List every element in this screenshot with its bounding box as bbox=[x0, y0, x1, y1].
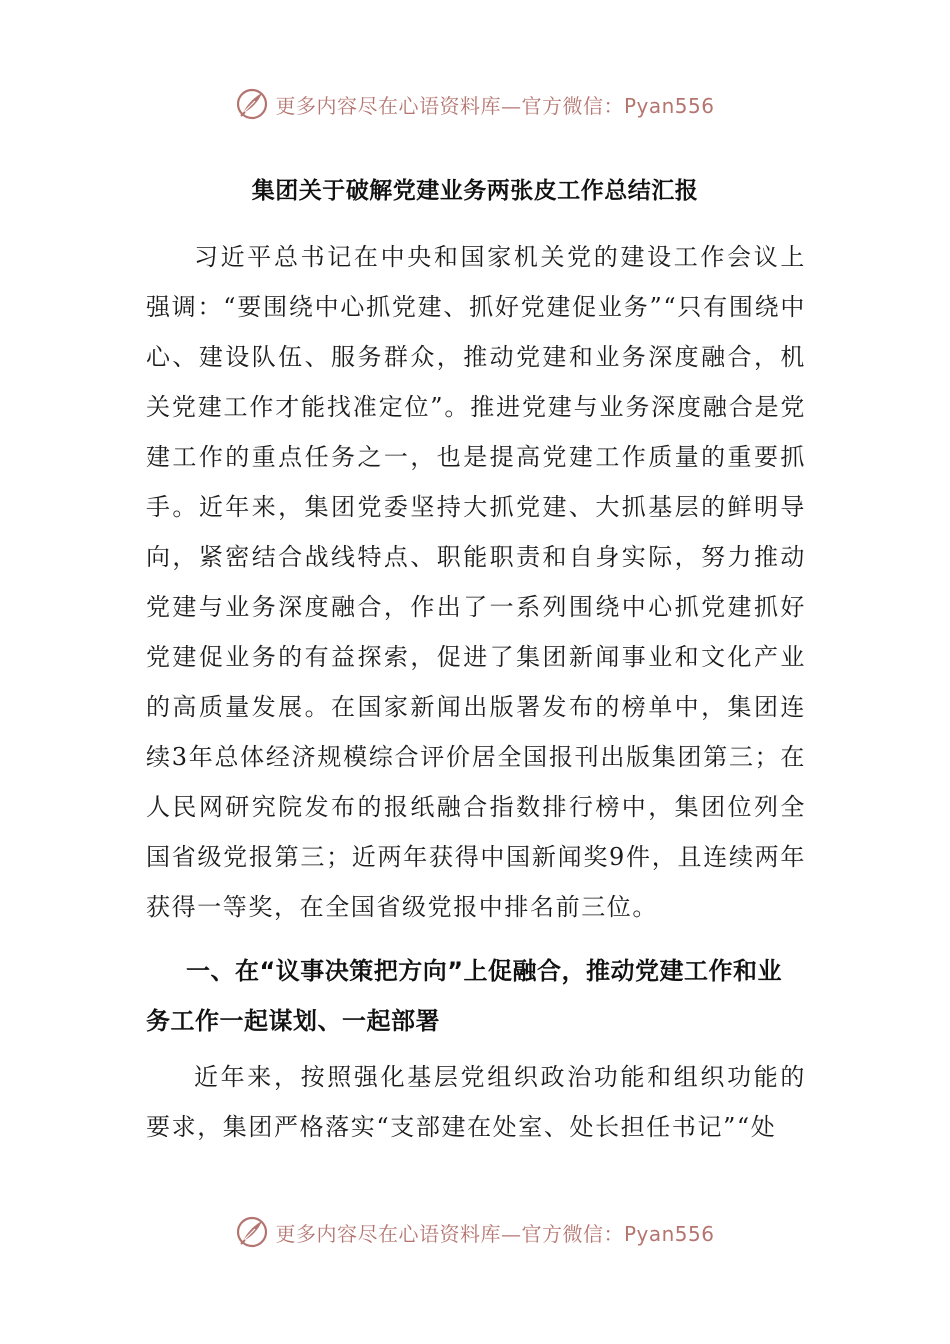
watermark-wechat-text: 官方微信：Pyan556 bbox=[521, 1221, 715, 1246]
watermark-banner-bottom bbox=[0, 1210, 950, 1254]
paragraph-intro: 习近平总书记在中央和国家机关党的建设工作会议上强调：“要围绕中心抓党建、抓好党建促业务”“只有围绕中心、建设队伍、服务群众，推动党建和业务深度融合，机关党建工作才能找准定位”。推进党建与业务深度融合是党建工作的重点任务之一，也是提高党建工作质量的重要抓手。近年来，集团党委坚持大抓党建、大抓基层的鲜明导向，紧密结合战线特点、职能职责和自身实际，努力推动党建与业务深度融合，作出了一系列围绕中心抓党建抓好党建促业务的有益探索，促进了集团新闻事业和文化产业的高质量发展。在国家新闻出版署发布的榜单中，集团连续3年总体经济规模综合评价居全国报刊出版集团第三；在人民网研究院发布的报纸融合指数排行榜中，集团位列全国省级党报第三；近两年获得中国新闻奖9件，且连续两年获得一等奖，在全国省级党报中排名前三位。 bbox=[146, 243, 806, 921]
watermark-banner-top bbox=[0, 82, 950, 126]
watermark-site-text: 更多内容尽在心语资料库— bbox=[275, 1221, 522, 1246]
watermark-wechat-text: 官方微信：Pyan556 bbox=[521, 93, 715, 118]
document-body bbox=[146, 232, 806, 1152]
quill-pen-icon bbox=[235, 87, 269, 121]
document-title: 集团关于破解党建业务两张皮工作总结汇报 bbox=[251, 178, 699, 204]
watermark-text bbox=[275, 90, 714, 119]
watermark-text bbox=[275, 1218, 714, 1247]
section-heading-1: 一、在“议事决策把方向”上促融合，推动党建工作和业务工作一起谋划、一起部署 bbox=[146, 957, 783, 1035]
watermark-site-text: 更多内容尽在心语资料库— bbox=[275, 93, 522, 118]
paragraph-section-1: 近年来，按照强化基层党组织政治功能和组织功能的要求，集团严格落实“支部建在处室、处长担任书记”“处 bbox=[146, 1063, 806, 1141]
quill-pen-icon bbox=[235, 1215, 269, 1249]
